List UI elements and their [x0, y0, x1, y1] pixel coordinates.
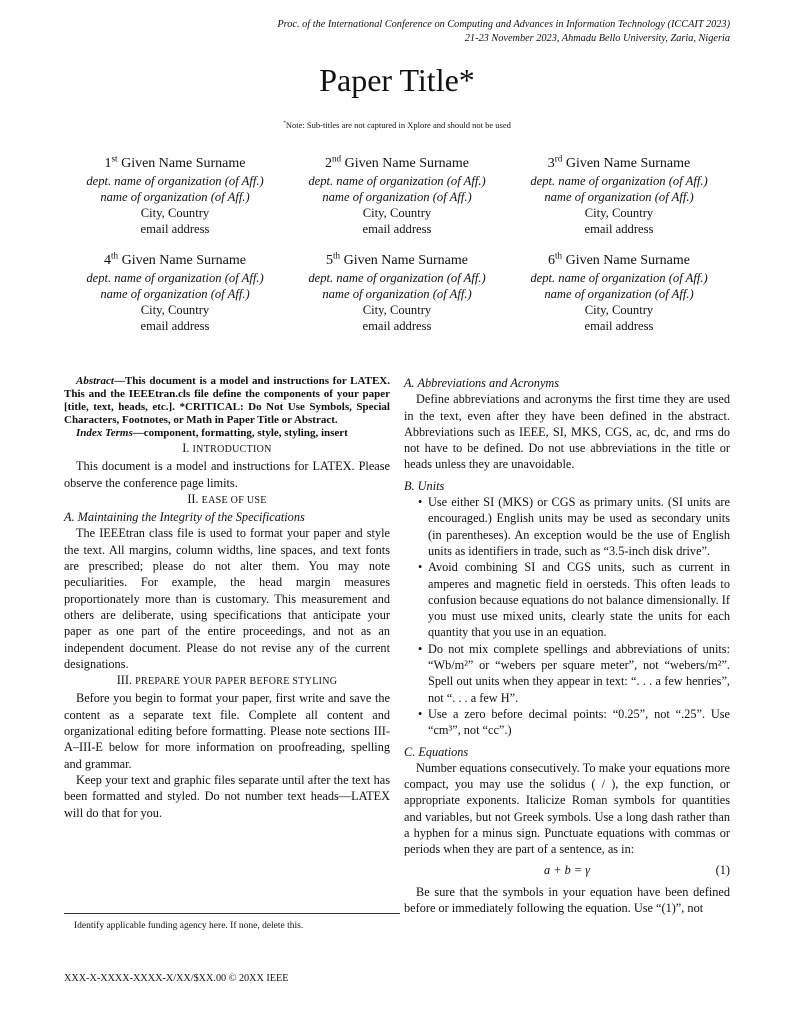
index-terms-label: Index Terms — [76, 427, 133, 439]
conference-header — [277, 18, 730, 45]
author-org: name of organization (of Aff.) — [100, 190, 250, 204]
equation — [404, 862, 730, 878]
author-city: City, Country — [140, 303, 210, 317]
author-name: 2nd Given Name Surname — [324, 153, 469, 171]
author-org: name of organization (of Aff.) — [544, 287, 694, 301]
author-name: 4th Given Name Surname — [104, 250, 246, 268]
equation-body: a + b = γ — [543, 862, 591, 877]
author-email: email address — [140, 319, 210, 333]
footnote: Identify applicable funding agency here. If none, delete this. — [74, 921, 304, 931]
equation-number: (1) — [715, 862, 730, 877]
author-block — [64, 155, 286, 237]
paragraph: The IEEEtran class file is used to format your paper and style the text. All margins, column widths, line spaces, and text fonts are prescribed; please do not alter them. You may note peculiarities. For example, the head margin measures proportionately more than is customary. This measurement and others are deliberate, using specifications that anticipate your paper as one part of the entire proceedings, and not as an independent document. Please do not revise any of the current designations. — [64, 526, 390, 671]
subtitle-note — [0, 120, 794, 130]
list-item: • Do not mix complete spellings and abbreviations of units: “Wb/m²” or “webers per square meter”, not “webers/m²”. Spell out units when they appear in text: “. . . a few henries”, not “. . . a few H”. — [404, 641, 730, 706]
author-org: name of organization (of Aff.) — [544, 190, 694, 204]
left-column — [64, 375, 390, 821]
author-block — [286, 155, 508, 237]
paragraph: Define abbreviations and acronyms the first time they are used in the text, even after they have been defined in the abstract. Abbreviations such as IEEE, SI, MKS, CGS, ac, dc, and rms do not have to be defined. Do not use abbreviations in the title or heads unless they are unavoidable. — [404, 392, 730, 472]
author-org: name of organization (of Aff.) — [322, 287, 472, 301]
author-dept: dept. name of organization (of Aff.) — [86, 174, 264, 188]
author-block — [508, 252, 730, 334]
subsection-heading: C. Equations — [404, 744, 469, 759]
author-email: email address — [362, 319, 432, 333]
author-name: 1st Given Name Surname — [104, 153, 246, 171]
author-email: email address — [584, 319, 654, 333]
subtitle-note-text: Note: Sub-titles are not captured in Xplore and should not be used — [285, 120, 511, 130]
author-org: name of organization (of Aff.) — [322, 190, 472, 204]
author-city: City, Country — [362, 303, 432, 317]
author-block — [286, 252, 508, 334]
subtitle-note-mark: * — [283, 120, 286, 127]
author-city: City, Country — [584, 206, 654, 220]
conference-header-line1: Proc. of the International Conference on Computing and Advances in Information Technology (ICCAIT 2023) — [277, 19, 730, 30]
author-dept: dept. name of organization (of Aff.) — [86, 271, 264, 285]
author-name: 3rd Given Name Surname — [547, 153, 691, 171]
section-heading: III. PREPARE YOUR PAPER BEFORE STYLING — [116, 673, 338, 688]
author-city: City, Country — [362, 206, 432, 220]
subsection-heading: A. Maintaining the Integrity of the Specifications — [64, 510, 305, 525]
footnote-divider — [64, 913, 400, 914]
index-terms-text: —component, formatting, style, styling, insert — [132, 427, 348, 439]
paragraph: Be sure that the symbols in your equation have been defined before or immediately following the equation. Use “(1)”, not — [404, 884, 730, 916]
paragraph: Number equations consecutively. To make your equations more compact, you may use the solidus ( / ), the exp function, or appropriate exponents. Italicize Roman symbols for quantities and variables, but not Greek symbols. Use a long dash rather than a hyphen for a minus sign. Punctuate equations with commas or periods when they are part of a sentence, as in: — [404, 760, 730, 857]
author-dept: dept. name of organization (of Aff.) — [308, 271, 486, 285]
author-org: name of organization (of Aff.) — [100, 287, 250, 301]
section-heading: II. EASE OF USE — [187, 491, 267, 506]
author-dept: dept. name of organization (of Aff.) — [308, 174, 486, 188]
conference-header-line2: 21-23 November 2023, Ahmadu Bello University, Zaria, Nigeria — [464, 32, 730, 44]
subsection-heading: B. Units — [404, 478, 445, 493]
paragraph: Keep your text and graphic files separate until after the text has been formatted and styled. Do not number text heads—LATEX will do that for you. — [64, 772, 390, 820]
list-item: • Avoid combining SI and CGS units, such as current in amperes and magnetic field in oersteds. This often leads to confusion because equations do not balance dimensionally. If you must use mixed units, clearly state the units for each quantity that you use in an equation. — [404, 559, 730, 640]
abstract-text: —This document is a model and instructions for LATEX. This and the IEEEtran.cls file define the components of your paper [title, text, heads, etc.]. *CRITICAL: Do Not Use Symbols, Special Characters, Footnotes, or Math in Paper Title or Abstract. — [64, 375, 390, 426]
section-heading: I. INTRODUCTION — [182, 441, 272, 455]
index-terms — [64, 427, 390, 440]
author-email: email address — [140, 222, 210, 236]
author-email: email address — [584, 222, 654, 236]
author-dept: dept. name of organization (of Aff.) — [530, 271, 708, 285]
author-city: City, Country — [584, 303, 654, 317]
author-name: 5th Given Name Surname — [326, 250, 468, 268]
author-dept: dept. name of organization (of Aff.) — [530, 174, 708, 188]
paper-title: Paper Title* — [319, 62, 475, 98]
right-column — [404, 375, 730, 917]
author-email: email address — [362, 222, 432, 236]
author-block — [508, 155, 730, 237]
abstract-label: Abstract — [76, 375, 114, 387]
subsection-heading: A. Abbreviations and Acronyms — [404, 376, 560, 390]
list-item: • Use either SI (MKS) or CGS as primary units. (SI units are encouraged.) English units may be used as secondary units (in parentheses). An exception would be the use of English units as identifiers in trade, such as “3.5-inch disk drive”. — [404, 494, 730, 559]
author-name: 6th Given Name Surname — [548, 250, 690, 268]
author-city: City, Country — [140, 206, 210, 220]
list-item: • Use a zero before decimal points: “0.25”, not “.25”. Use “cm³”, not “cc”.) — [404, 706, 730, 739]
paragraph: This document is a model and instructions for LATEX. Please observe the conference page limits. — [64, 459, 390, 490]
author-row-1 — [64, 155, 730, 237]
author-block — [64, 252, 286, 334]
units-list — [404, 494, 730, 738]
author-row-2 — [64, 252, 730, 334]
paragraph: Before you begin to format your paper, first write and save the content as a separate text file. Complete all content and organizational editing before formatting. Please note sections III-A–III-E below for more information on proofreading, spelling and grammar. — [64, 691, 390, 771]
abstract — [64, 375, 390, 427]
copyright-footer: XXX-X-XXXX-XXXX-X/XX/$XX.00 © 20XX IEEE — [64, 973, 289, 984]
